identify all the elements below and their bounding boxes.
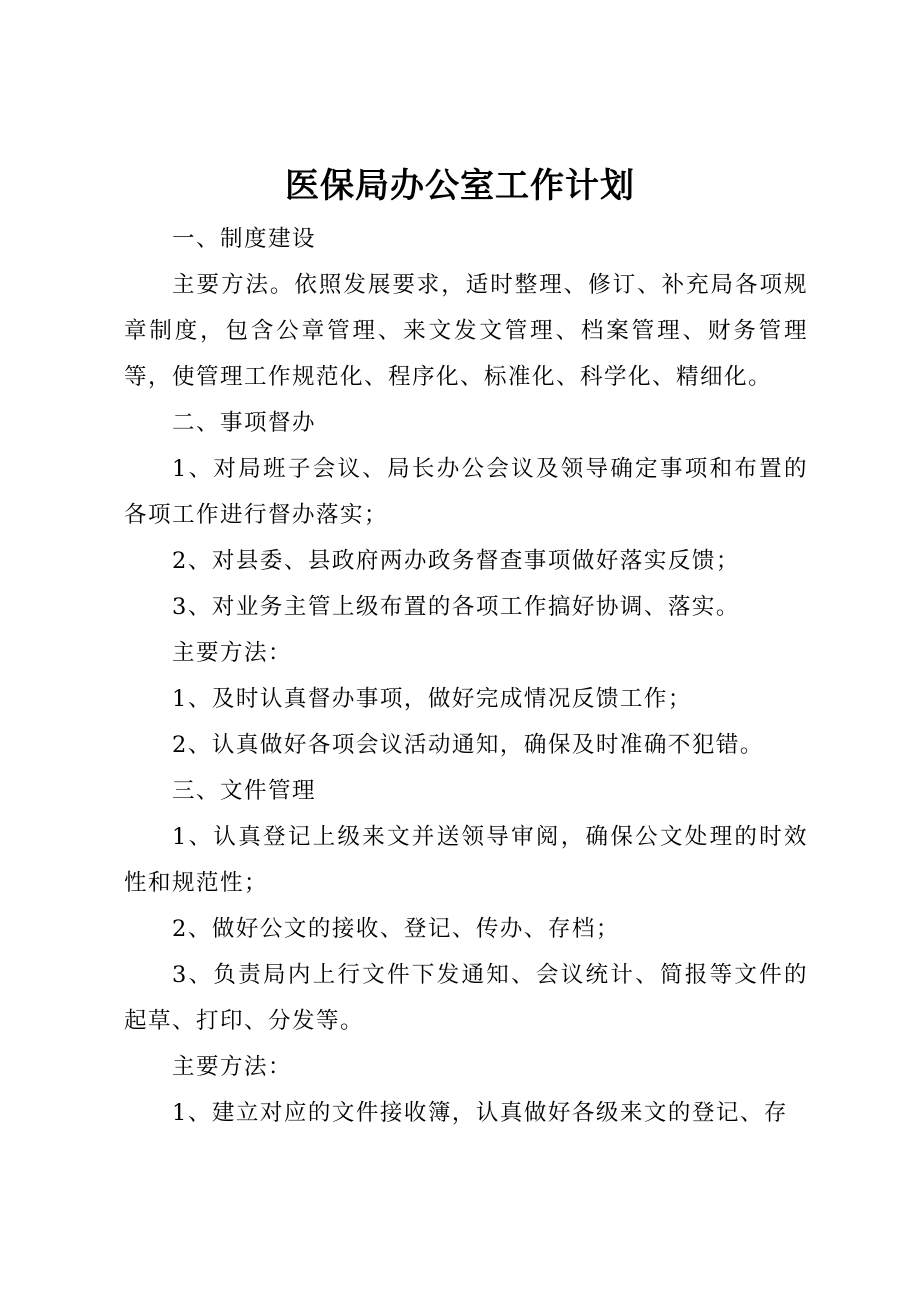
list-item: 1、建立对应的文件接收簿，认真做好各级来文的登记、存 [172,1100,788,1126]
subheading: 主要方法： [172,640,293,666]
subheading: 主要方法： [172,1054,293,1080]
list-item: 2、做好公文的接收、登记、传办、存档； [172,916,620,942]
section-heading: 二、事项督办 [172,410,317,436]
section-heading: 一、制度建设 [172,226,317,252]
list-item: 3、负责局内上行文件下发通知、会议统计、简报等文件的起草、打印、分发等。 [124,962,808,1034]
document-title: 医保局办公室工作计划 [285,166,635,206]
list-item: 2、对县委、县政府两办政务督查事项做好落实反馈； [172,548,740,574]
list-item: 2、认真做好各项会议活动通知，确保及时准确不犯错。 [172,732,764,758]
list-item: 1、认真登记上级来文并送领导审阅，确保公文处理的时效性和规范性； [124,824,808,896]
section-heading: 三、文件管理 [172,778,317,804]
document-body [124,216,808,1136]
list-item: 1、及时认真督办事项，做好完成情况反馈工作； [172,686,692,712]
list-item: 3、对业务主管上级布置的各项工作搞好协调、落实。 [172,594,740,620]
paragraph: 主要方法。依照发展要求，适时整理、修订、补充局各项规章制度，包含公章管理、来文发文管理、档案管理、财务管理等，使管理工作规范化、程序化、标准化、科学化、精细化。 [124,272,808,390]
list-item: 1、对局班子会议、局长办公会议及领导确定事项和布置的各项工作进行督办落实； [124,456,808,528]
